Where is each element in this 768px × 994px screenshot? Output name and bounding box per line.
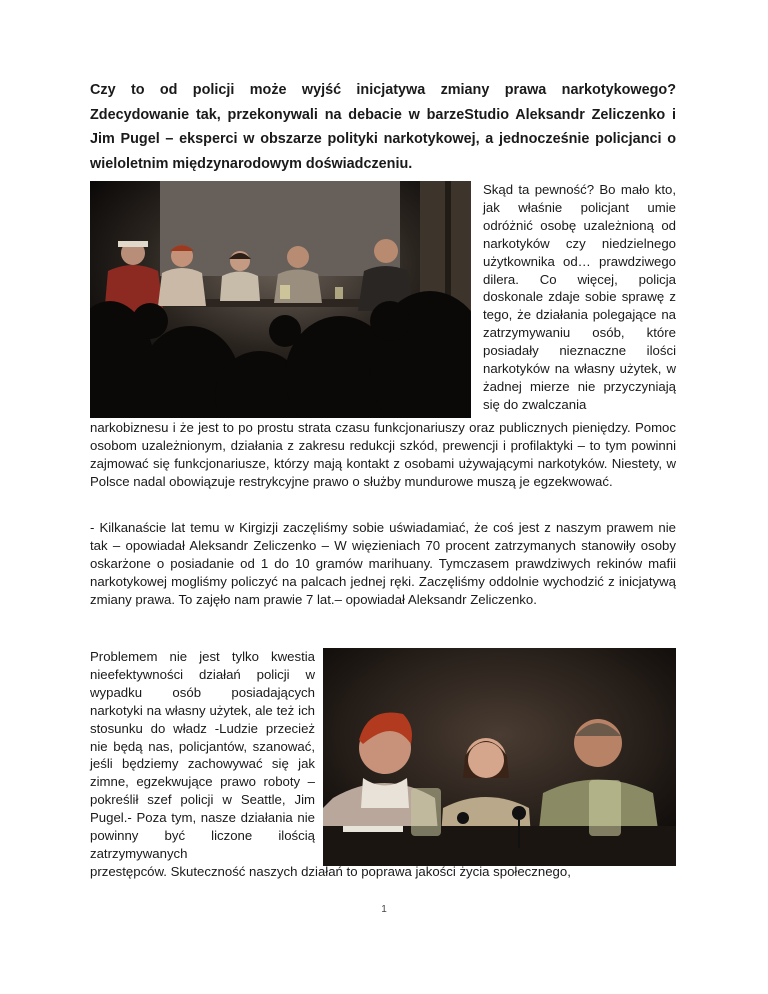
paragraph-tail: przestępców. Skuteczność naszych działań to poprawa jakości życia społecznego, — [90, 864, 571, 879]
panelists-closeup-photo — [323, 648, 676, 866]
paragraph-side-2: Problemem nie jest tylko kwestia nieefektywności działań policji w wypadku osób posiadających narkotyki na własny użytek, ale też ich stosunku do władz -Ludzie przecież nie będą nas, policjantów, szanować, jeśli będziemy zachowywać się jak zimne, egzekwujące prawo roboty – pokreślił szef policji w Seattle, Jim Pugel.- Poza tym, nasze działania nie powinny być liczone ilością zatrzymywanych — [90, 649, 315, 861]
paragraph-full-1: narkobiznesu i że jest to po prostu strata czasu funkcjonariuszy oraz publicznych pieniędzy. Pomoc osobom uzależnionym, działania z zakresu redukcji szkód, prewencji i profilaktyki – to tym powinni zajmować się funkcjonariusze, którzy mają kontakt z osobami używającymi narkotyków. Niestety, w Polsce nadal obowiązuje restrykcyjne prawo o służby mundurowe muszą je egzekwować. — [90, 420, 676, 489]
quote-paragraph: - Kilkanaście lat temu w Kirgizji zaczęliśmy sobie uświadamiać, że coś jest z naszym prawem nie tak – opowiadał Aleksandr Zeliczenko – W więzieniach 70 procent zatrzymanych stanowiły osoby oskarżone o posiadanie od 1 do 10 gramów marihuany. Tymczasem prawdziwych rekinów mafii narkotykowej mogliśmy policzyć na palcach jednej ręki. Zaczęliśmy oddolnie wychodzić z inicjatywą zmiany prawa. To zajęło nam prawie 7 lat.– opowiadał Aleksandr Zeliczenko. — [90, 520, 676, 607]
paragraph-side-1: Skąd ta pewność? Bo mało kto, jak właśnie policjant umie odróżnić osobę uzależnioną od narkotyków czy niedzielnego użytkownika od… prawdziwego dilera. Co więcej, policja doskonale zdaje sobie sprawę z tego, że działania polegające na zatrzymywaniu osób, które posiadały nieznaczne ilości narkotyków na własny użytek, w żadnej mierze nie przyczyniają się do zwalczania — [483, 182, 676, 412]
panel-discussion-photo — [90, 181, 471, 418]
panelists-closeup-image — [323, 648, 676, 866]
panel-discussion-image — [90, 181, 471, 418]
lead-paragraph: Czy to od policji może wyjść inicjatywa zmiany prawa narkotykowego? Zdecydowanie tak, przekonywali na debacie w barzeStudio Aleksandr Zeliczenko i Jim Pugel – eksperci w obszarze polityki narkotykowej, a jednocześnie policjanci o wieloletnim międzynarodowym doświadczeniu. — [90, 82, 676, 172]
page-number: 1 — [381, 904, 387, 915]
